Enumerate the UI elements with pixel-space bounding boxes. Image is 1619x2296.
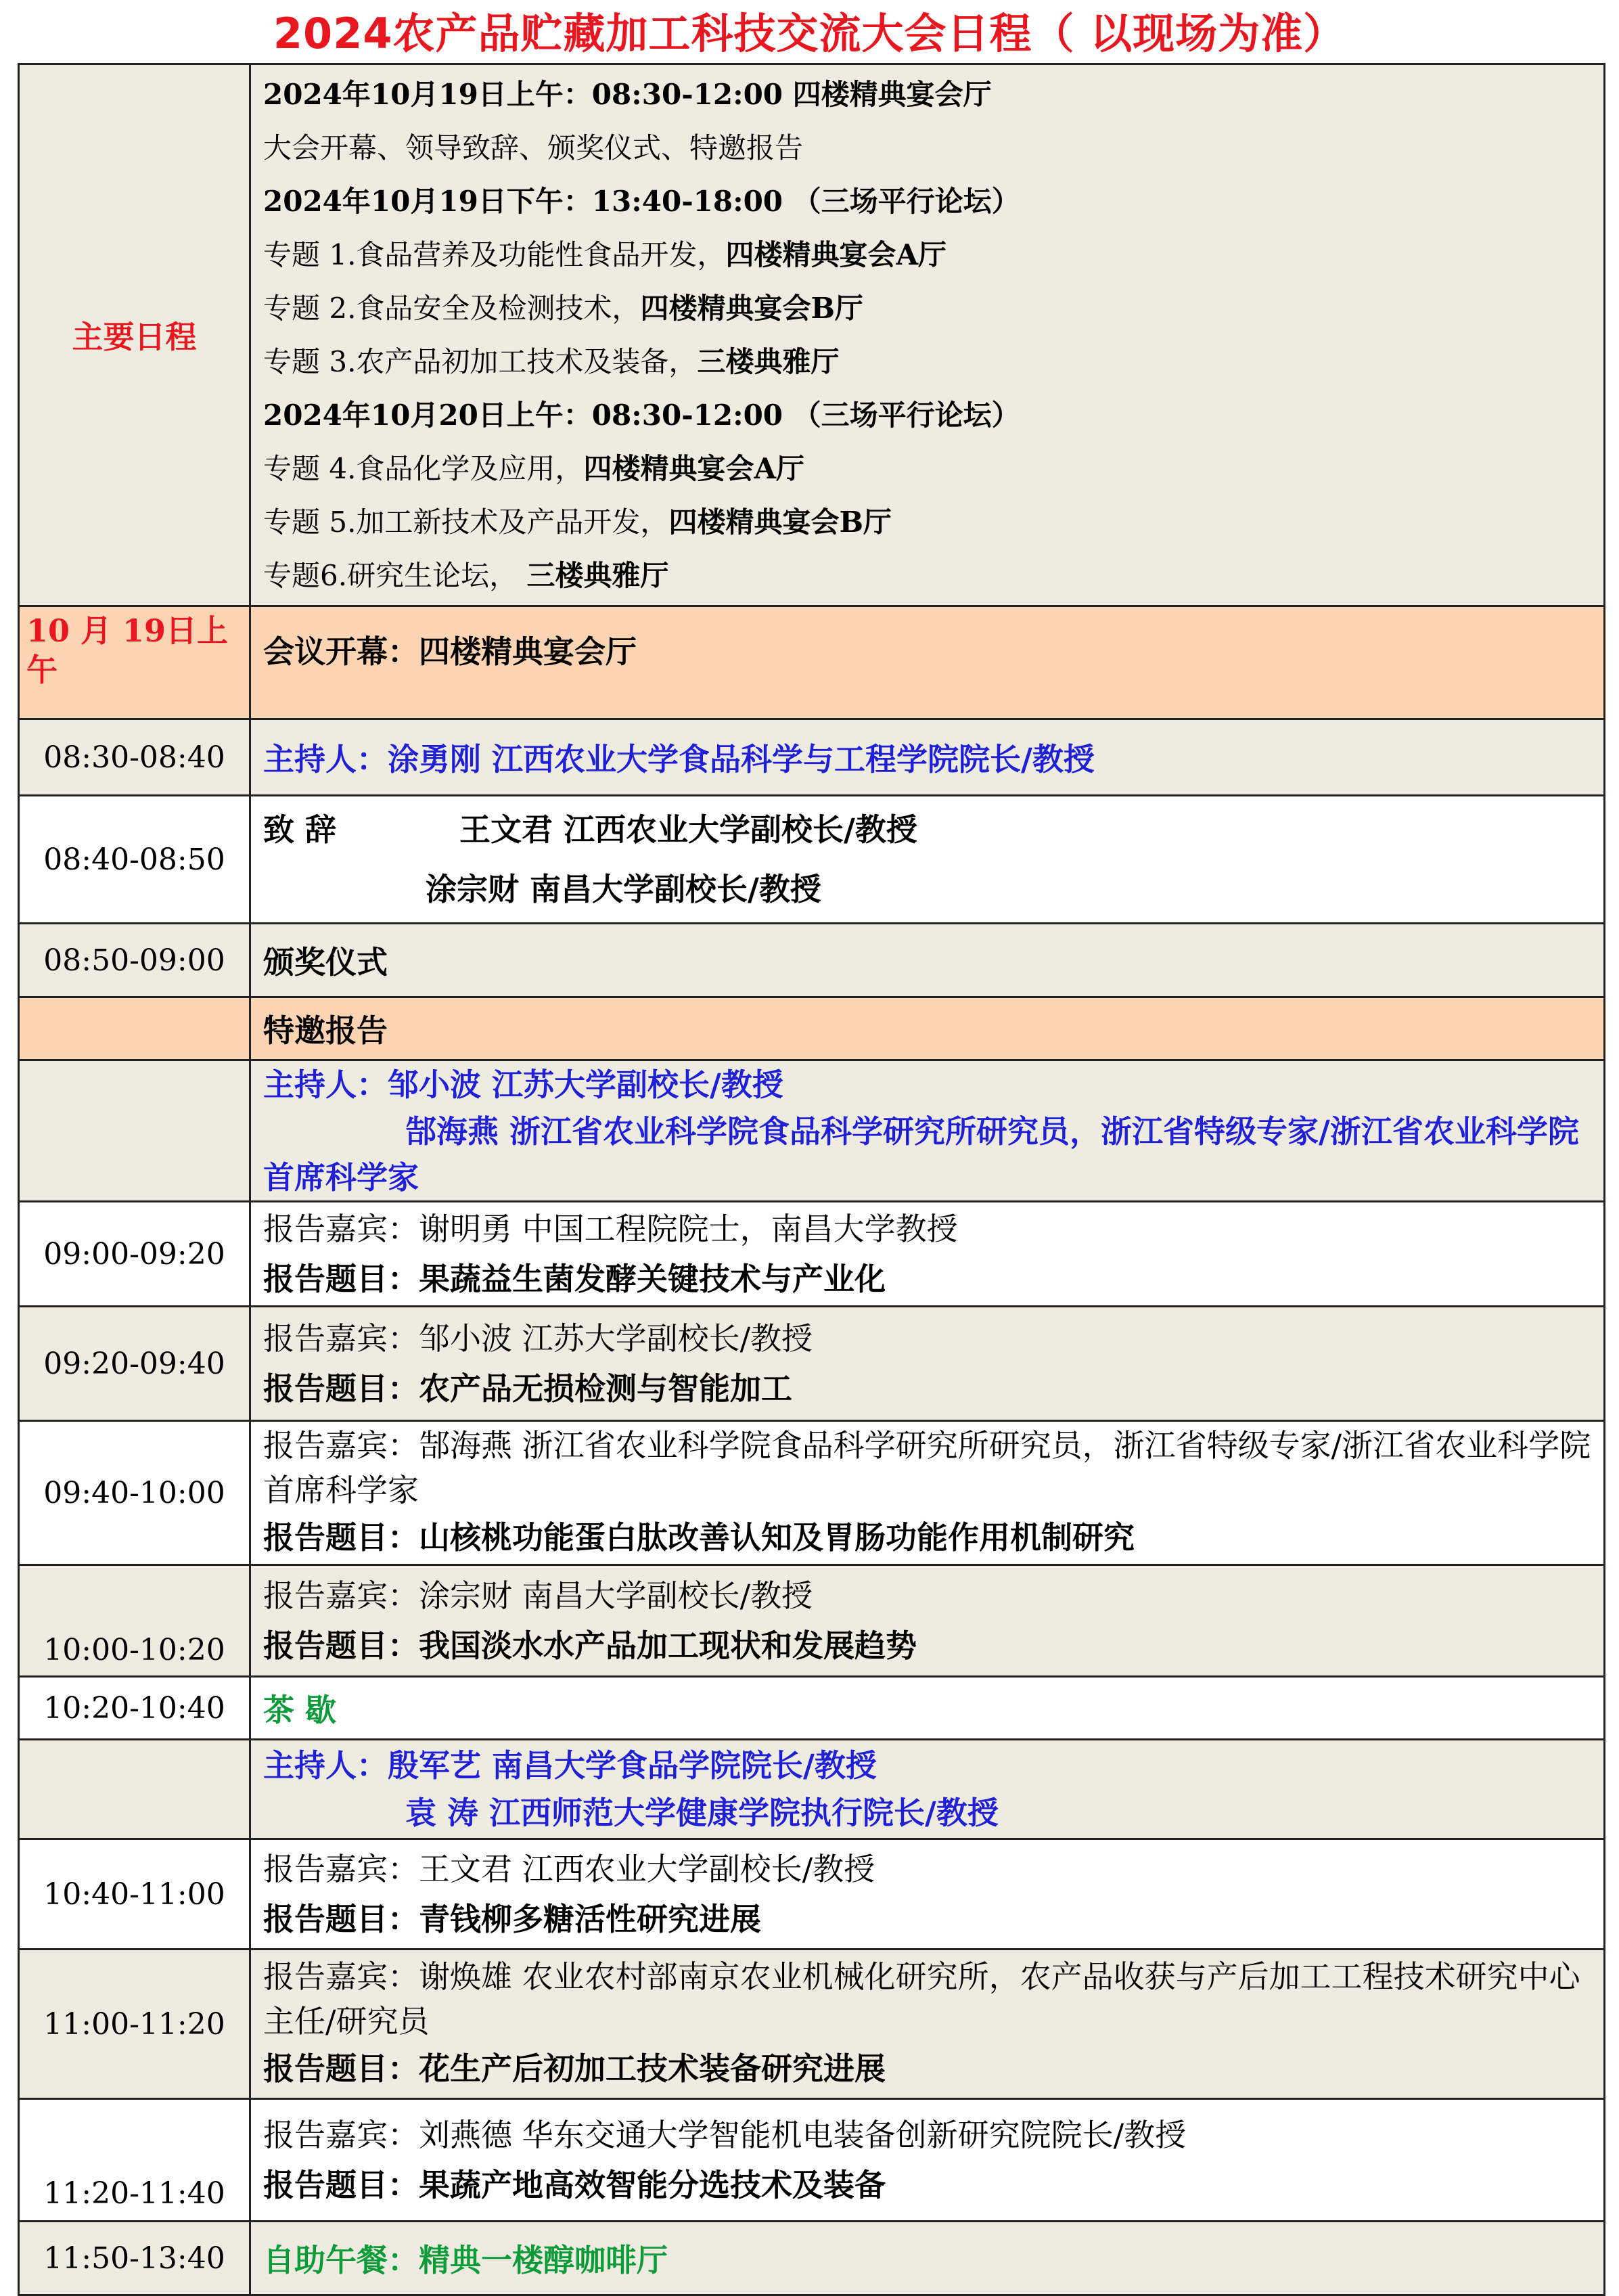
time-cell: 08:50-09:00 <box>19 924 250 997</box>
topic-name: 专题 2.食品安全及检测技术， <box>263 292 641 325</box>
topic-venue: 四楼精典宴会A厅 <box>725 238 947 271</box>
talk-row <box>19 1950 1605 2099</box>
talk-content <box>250 1565 1605 1677</box>
schedule-line <box>263 442 1603 495</box>
topic-venue: 三楼典雅厅 <box>697 345 840 378</box>
host-text: 主持人：涂勇刚 江西农业大学食品科学与工程学院院长/教授 <box>250 719 1605 796</box>
talk-topic: 报告题目：我国淡水水产品加工现状和发展趋势 <box>263 1627 917 1664</box>
talk-guest: 报告嘉宾：谢明勇 中国工程院院士，南昌大学教授 <box>263 1211 958 1247</box>
host-row <box>19 1060 1605 1202</box>
talk-guest: 报告嘉宾：邹小波 江苏大学副校长/教授 <box>263 1320 813 1357</box>
topic-name: 专题 3.农产品初加工技术及装备， <box>263 345 698 378</box>
opening-row <box>19 606 1605 719</box>
topic-name: 专题6.研究生论坛， <box>263 559 527 592</box>
host-line: 郜海燕 浙江省农业科学院食品科学研究所研究员，浙江省特级专家/浙江省农业科学院首席科学家 <box>263 1113 1579 1196</box>
topic-venue: 四楼精典宴会B厅 <box>640 292 863 325</box>
host-line: 主持人：殷军艺 南昌大学食品学院院长/教授 <box>263 1747 877 1784</box>
speech-label: 致 辞 <box>263 811 337 848</box>
main-schedule-row <box>19 64 1605 606</box>
empty-cell <box>19 997 250 1060</box>
time-cell: 11:00-11:20 <box>19 1950 250 2099</box>
host-row <box>19 719 1605 796</box>
talk-row <box>19 1307 1605 1421</box>
time-cell: 08:30-08:40 <box>19 719 250 796</box>
time-cell: 09:00-09:20 <box>19 1202 250 1307</box>
talk-guest: 报告嘉宾：郜海燕 浙江省农业科学院食品科学研究所研究员，浙江省特级专家/浙江省农业科学院首席科学家 <box>263 1427 1591 1508</box>
time-cell: 10:00-10:20 <box>19 1565 250 1677</box>
talk-row <box>19 2099 1605 2222</box>
talk-guest: 报告嘉宾：王文君 江西农业大学副校长/教授 <box>263 1851 875 1887</box>
main-schedule-label: 主要日程 <box>19 64 250 606</box>
keynote-header: 特邀报告 <box>250 997 1605 1060</box>
talk-guest: 报告嘉宾：谢焕雄 农业农村部南京农业机械化研究所，农产品收获与产后加工工程技术研究中心主任/研究员 <box>263 1958 1580 2040</box>
topic-name: 专题 4.食品化学及应用， <box>263 452 584 485</box>
award-text: 颁奖仪式 <box>250 924 1605 997</box>
time-cell: 11:20-11:40 <box>19 2099 250 2222</box>
topic-name: 专题 5.加工新技术及产品开发， <box>263 505 669 539</box>
speech-row <box>19 796 1605 924</box>
schedule-table <box>18 63 1605 2296</box>
speaker: 涂宗财 南昌大学副校长/教授 <box>426 871 821 907</box>
lunch-text: 自助午餐：精典一楼醇咖啡厅 <box>250 2222 1605 2295</box>
time-cell: 10:20-10:40 <box>19 1677 250 1740</box>
talk-content <box>250 1950 1605 2099</box>
time-cell: 09:20-09:40 <box>19 1307 250 1421</box>
keynote-header-row <box>19 997 1605 1060</box>
topic-venue: 四楼精典宴会B厅 <box>668 505 892 539</box>
topic-venue: 四楼精典宴会A厅 <box>583 452 805 485</box>
talk-content <box>250 1839 1605 1950</box>
speech-content <box>250 796 1605 924</box>
topic-venue: 三楼典雅厅 <box>526 559 669 592</box>
talk-content <box>250 1307 1605 1421</box>
talk-topic: 报告题目：果蔬益生菌发酵关键技术与产业化 <box>263 1261 886 1297</box>
schedule-line <box>263 495 1603 549</box>
talk-topic: 报告题目：花生产后初加工技术装备研究进展 <box>263 2050 886 2087</box>
lunch-row <box>19 2222 1605 2295</box>
schedule-line <box>263 549 1603 602</box>
main-schedule-content <box>250 64 1605 606</box>
host-row <box>19 1740 1605 1839</box>
empty-cell <box>19 1060 250 1202</box>
schedule-line <box>263 335 1603 388</box>
talk-guest: 报告嘉宾：刘燕德 华东交通大学智能机电装备创新研究院院长/教授 <box>263 2117 1187 2153</box>
talk-content <box>250 2099 1605 2222</box>
talk-topic: 报告题目：农产品无损检测与智能加工 <box>263 1370 792 1407</box>
empty-cell <box>19 1740 250 1839</box>
schedule-line: 大会开幕、领导致辞、颁奖仪式、特邀报告 <box>263 131 804 164</box>
time-cell: 10:40-11:00 <box>19 1839 250 1950</box>
time-cell: 11:50-13:40 <box>19 2222 250 2295</box>
talk-row <box>19 1421 1605 1565</box>
break-row <box>19 1677 1605 1740</box>
speech-line <box>263 800 1603 859</box>
schedule-line <box>263 228 1603 282</box>
talk-guest: 报告嘉宾：涂宗财 南昌大学副校长/教授 <box>263 1577 813 1614</box>
topic-name: 专题 1.食品营养及功能性食品开发， <box>263 238 726 271</box>
time-cell: 08:40-08:50 <box>19 796 250 924</box>
break-text: 茶 歇 <box>250 1677 1605 1740</box>
talk-topic: 报告题目：青钱柳多糖活性研究进展 <box>263 1901 761 1937</box>
talk-topic: 报告题目：山核桃功能蛋白肽改善认知及胃肠功能作用机制研究 <box>263 1519 1135 1556</box>
host-content <box>250 1740 1605 1839</box>
page-title: 2024农产品贮藏加工科技交流大会日程（ 以现场为准） <box>273 9 1346 58</box>
time-cell: 09:40-10:00 <box>19 1421 250 1565</box>
schedule-line: 2024年10月19日上午：08:30-12:00 四楼精典宴会厅 <box>263 78 992 111</box>
schedule-line: 2024年10月19日下午：13:40-18:00 （三场平行论坛） <box>263 185 1020 218</box>
schedule-line <box>263 282 1603 335</box>
host-line: 主持人：邹小波 江苏大学副校长/教授 <box>263 1066 783 1103</box>
talk-row <box>19 1565 1605 1677</box>
schedule-line: 2024年10月20日上午：08:30-12:00 （三场平行论坛） <box>263 399 1020 432</box>
talk-row <box>19 1202 1605 1307</box>
talk-content <box>250 1421 1605 1565</box>
speaker: 王文君 江西农业大学副校长/教授 <box>459 811 917 848</box>
award-row <box>19 924 1605 997</box>
opening-text: 会议开幕：四楼精典宴会厅 <box>250 606 1605 719</box>
talk-content <box>250 1202 1605 1307</box>
host-content <box>250 1060 1605 1202</box>
talk-row <box>19 1839 1605 1950</box>
host-line: 袁 涛 江西师范大学健康学院执行院长/教授 <box>405 1795 999 1831</box>
opening-date: 10 月 19日上午 <box>19 606 250 719</box>
talk-topic: 报告题目：果蔬产地高效智能分选技术及装备 <box>263 2167 886 2203</box>
